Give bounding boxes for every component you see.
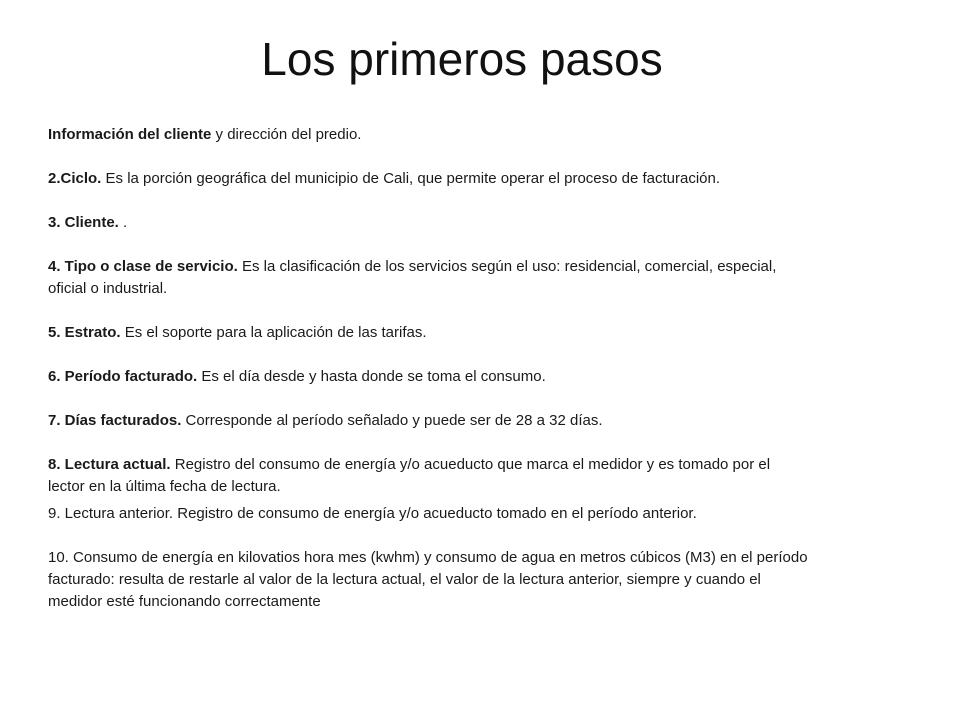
item-lectura-anterior	[48, 503, 808, 525]
item-ciclo	[48, 168, 808, 190]
item-text: Es el soporte para la aplicación de las tarifas.	[120, 324, 427, 341]
item-tipo-servicio	[48, 256, 808, 300]
item-lead: 5. Estrato.	[48, 324, 121, 341]
item-estrato	[48, 322, 808, 344]
item-periodo-facturado	[48, 366, 808, 388]
slide-title: Los primeros pasos	[261, 33, 663, 85]
item-lead: 2.Ciclo.	[48, 170, 102, 187]
item-text: Registro del consumo de energía y/o acueducto que marca el medidor y es tomado por el lector en la última fecha de lectura.	[48, 456, 771, 495]
item-cliente-info	[48, 124, 808, 146]
item-text: y dirección del predio.	[211, 126, 362, 143]
item-dias-facturados	[48, 410, 808, 432]
item-lead: 7. Días facturados.	[48, 412, 182, 429]
item-lead: Información del cliente	[48, 126, 212, 143]
slide-body	[48, 124, 808, 613]
item-text: Es la porción geográfica del municipio de Cali, que permite operar el proceso de facturación.	[101, 170, 721, 187]
item-lead: 6. Período facturado.	[48, 368, 198, 385]
item-text: 10. Consumo de energía en kilovatios hora mes (kwhm) y consumo de agua en metros cúbicos (M3) en el período facturado: resulta de restarle al valor de la lectura actual, el valor de la lectura anterior, siempre y cuando el medidor esté funcionando correctamente	[48, 549, 808, 610]
item-text: Corresponde al período señalado y puede ser de 28 a 32 días.	[181, 412, 603, 429]
item-lead: 8. Lectura actual.	[48, 456, 171, 473]
item-lectura-actual	[48, 454, 808, 498]
item-lead: 4. Tipo o clase de servicio.	[48, 258, 238, 275]
item-text: .	[123, 214, 128, 231]
item-text: 9. Lectura anterior. Registro de consumo de energía y/o acueducto tomado en el período anterior.	[48, 505, 697, 522]
item-lead: 3. Cliente.	[48, 214, 124, 231]
item-consumo	[48, 547, 808, 613]
item-text: Es el día desde y hasta donde se toma el consumo.	[197, 368, 546, 385]
item-text: Es la clasificación de los servicios según el uso: residencial, comercial, especial, oficial o industrial.	[48, 258, 777, 297]
item-cliente	[48, 212, 808, 234]
